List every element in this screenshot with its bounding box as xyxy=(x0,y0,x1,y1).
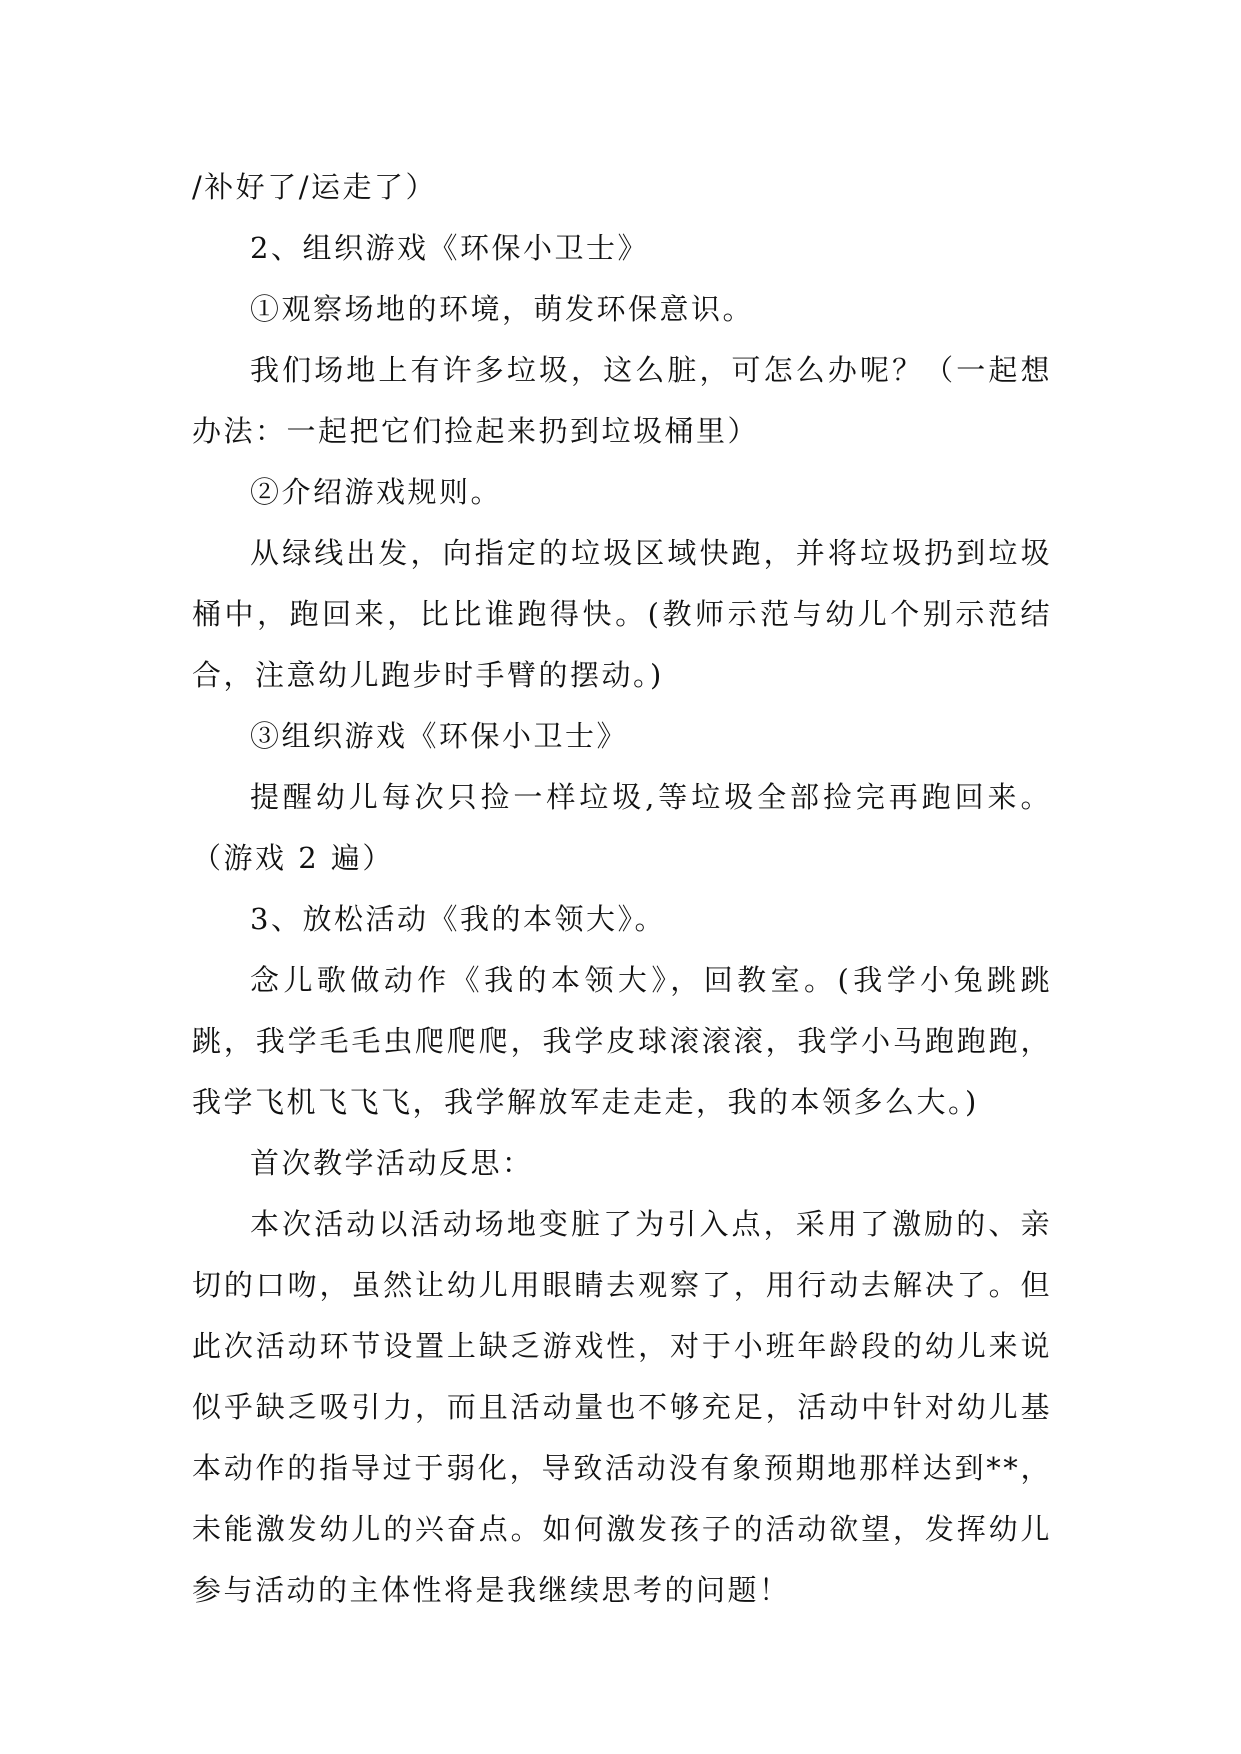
section-heading-relax: 3、放松活动《我的本领大》。 xyxy=(250,902,666,936)
paragraph-nursery-rhyme: 念儿歌做动作《我的本领大》，回教室。(我学小兔跳跳跳，我学毛毛虫爬爬爬，我学皮球滚滚滚，我学小马跑跑跑，我学飞机飞飞飞，我学解放军走走走，我的本领多么大。) xyxy=(192,963,1052,1119)
paragraph-reflection: 本次活动以活动场地变脏了为引入点，采用了激励的、亲切的口吻，虽然让幼儿用眼睛去观察了，用行动去解决了。但此次活动环节设置上缺乏游戏性，对于小班年龄段的幼儿来说似乎缺乏吸引力，而且活动量也不够充足，活动中针对幼儿基本动作的指导过于弱化，导致活动没有象预期地那样达到**，未能激发幼儿的兴奋点。如何激发孩子的活动欲望，发挥幼儿参与活动的主体性将是我继续思考的问题！ xyxy=(192,1207,1052,1607)
paragraph-rules: 从绿线出发，向指定的垃圾区域快跑，并将垃圾扔到垃圾桶中，跑回来，比比谁跑得快。(教师示范与幼儿个别示范结合，注意幼儿跑步时手臂的摆动。) xyxy=(192,536,1052,692)
section-heading-reflection: 首次教学活动反思： xyxy=(250,1146,534,1180)
paragraph-reminder: 提醒幼儿每次只捡一样垃圾,等垃圾全部捡完再跑回来。（游戏 2 遍） xyxy=(192,780,1052,875)
step-observe: ①观察场地的环境，萌发环保意识。 xyxy=(250,292,755,326)
paragraph-discussion: 我们场地上有许多垃圾，这么脏，可怎么办呢？（一起想办法：一起把它们捡起来扔到垃圾桶里） xyxy=(192,353,1052,448)
step-organize-game: ③组织游戏《环保小卫士》 xyxy=(250,719,629,753)
section-heading-game: 2、组织游戏《环保小卫士》 xyxy=(250,231,649,265)
step-rules: ②介绍游戏规则。 xyxy=(250,475,503,509)
document-body xyxy=(192,157,1052,1621)
paragraph-continuation: /补好了/运走了） xyxy=(192,170,438,204)
